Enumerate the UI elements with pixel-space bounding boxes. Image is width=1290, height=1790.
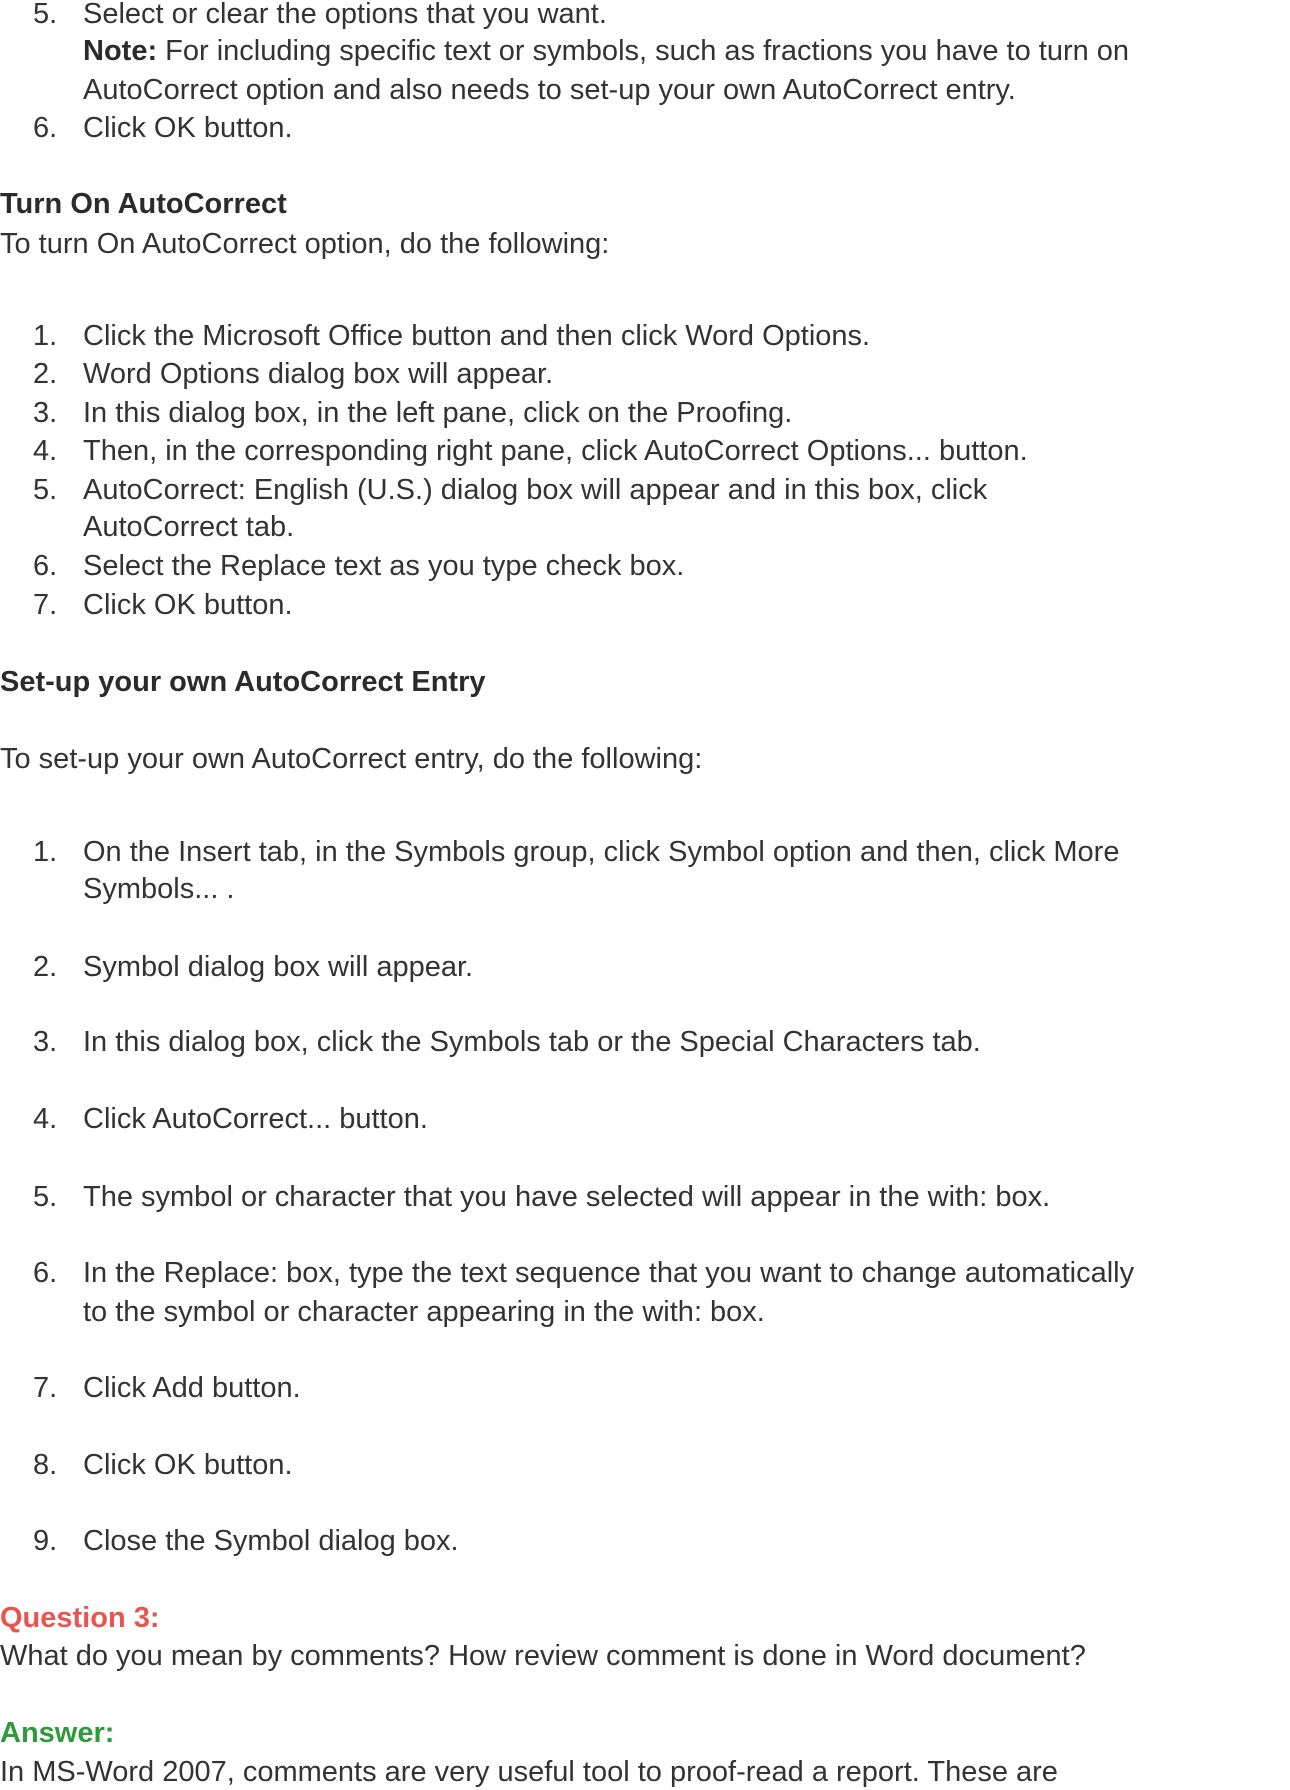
- step-text: AutoCorrect tab.: [83, 511, 295, 543]
- step-text: Click AutoCorrect... button.: [83, 1103, 428, 1135]
- step-number: 7.: [33, 1372, 58, 1404]
- step-number: 3.: [33, 397, 58, 429]
- step-number: 6.: [33, 550, 58, 582]
- step-number: 2.: [33, 951, 58, 983]
- step-text: In this dialog box, in the left pane, click on the Proofing.: [83, 397, 793, 429]
- step-number: 8.: [33, 1449, 58, 1481]
- step-number: 9.: [33, 1525, 58, 1557]
- step-text: On the Insert tab, in the Symbols group, click Symbol option and then, click More: [83, 836, 1120, 868]
- step-number: 4.: [33, 1103, 58, 1135]
- section-intro: To set-up your own AutoCorrect entry, do the following:: [0, 743, 703, 775]
- step-text: The symbol or character that you have selected will appear in the with: box.: [83, 1181, 1051, 1213]
- step-text: Click the Microsoft Office button and then click Word Options.: [83, 320, 871, 352]
- step-text: Then, in the corresponding right pane, click AutoCorrect Options... button.: [83, 435, 1028, 467]
- step-text: Click OK button.: [83, 589, 293, 621]
- step-text: Word Options dialog box will appear.: [83, 358, 554, 390]
- step-number: 3.: [33, 1026, 58, 1058]
- question-label: Question 3:: [0, 1602, 160, 1634]
- step-number: 5.: [33, 1181, 58, 1213]
- section-intro: To turn On AutoCorrect option, do the following:: [0, 228, 610, 260]
- section-heading: Turn On AutoCorrect: [0, 188, 287, 220]
- step-text: Click OK button.: [83, 1449, 293, 1481]
- step-number: 1.: [33, 320, 58, 352]
- step-number: 4.: [33, 435, 58, 467]
- step-text: Close the Symbol dialog box.: [83, 1525, 459, 1557]
- step-number: 1.: [33, 836, 58, 868]
- answer-text: In MS-Word 2007, comments are very useful tool to proof-read a report. These are: [0, 1756, 1058, 1788]
- step-number: 7.: [33, 589, 58, 621]
- note-label: Note:: [83, 35, 158, 67]
- question-text: What do you mean by comments? How review comment is done in Word document?: [0, 1640, 1086, 1672]
- step-number: 5.: [33, 474, 58, 506]
- answer-label: Answer:: [0, 1717, 115, 1749]
- step-text: Select the Replace text as you type check box.: [83, 550, 685, 582]
- step-text: Symbol dialog box will appear.: [83, 951, 474, 983]
- step-text: Symbols... .: [83, 873, 235, 905]
- step-number: 2.: [33, 358, 58, 390]
- step-text: In this dialog box, click the Symbols tab or the Special Characters tab.: [83, 1026, 981, 1058]
- step-text: to the symbol or character appearing in the with: box.: [83, 1296, 765, 1328]
- step-text: In the Replace: box, type the text sequence that you want to change automatically: [83, 1257, 1135, 1289]
- step-text: Click Add button.: [83, 1372, 301, 1404]
- step-text: AutoCorrect: English (U.S.) dialog box will appear and in this box, click: [83, 474, 988, 506]
- section-heading: Set-up your own AutoCorrect Entry: [0, 666, 486, 698]
- step-number: 6.: [33, 1257, 58, 1289]
